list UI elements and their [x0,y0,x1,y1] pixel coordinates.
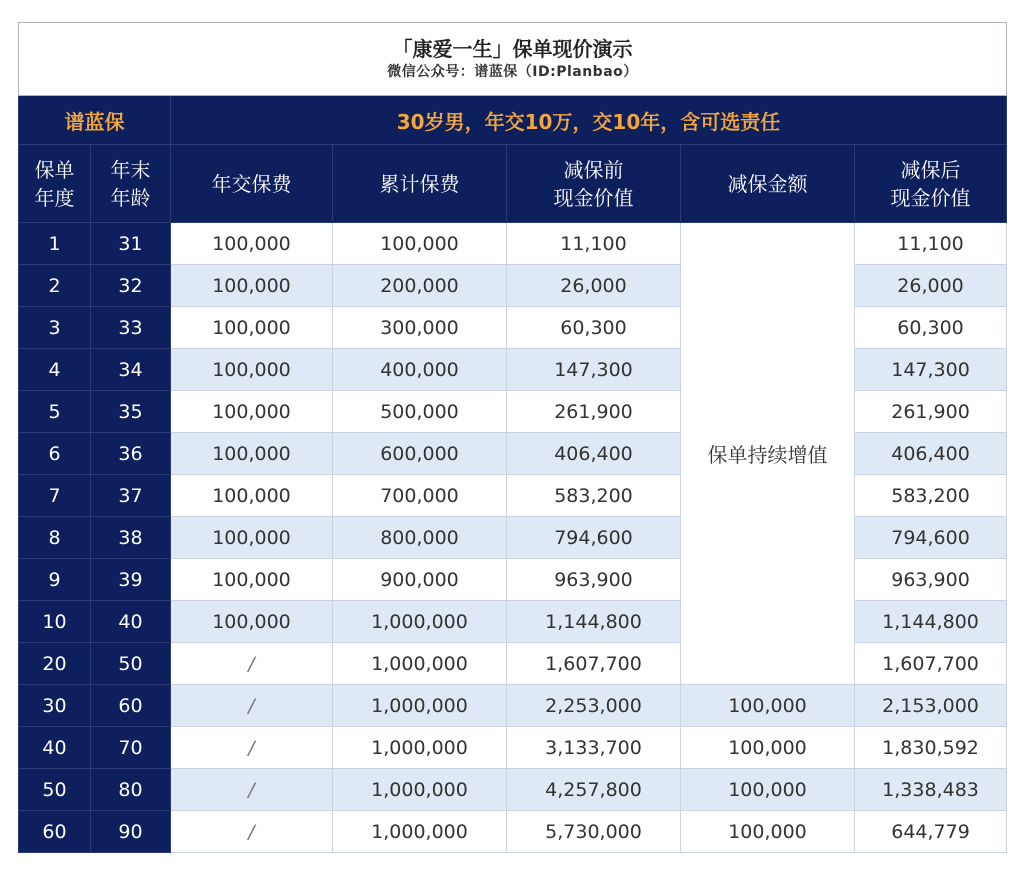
policy-year-cell: 10 [19,601,91,643]
col-header-policy-year [19,145,91,223]
col-header-cash-value-after [855,145,1007,223]
cash-value-after-cell: 261,900 [855,391,1007,433]
cash-value-before-cell: 406,400 [507,433,681,475]
col-header-age [91,145,171,223]
table-row [19,517,1007,559]
col-header-cash-value-before-text: 减保前 现金价值 [553,157,634,210]
cumulative-premium-cell: 1,000,000 [333,811,507,853]
policy-year-cell: 5 [19,391,91,433]
scenario-banner: 30岁男，年交10万，交10年，含可选责任 [171,96,1007,145]
table-row [19,223,1007,265]
cash-value-after-cell: 60,300 [855,307,1007,349]
age-cell: 40 [91,601,171,643]
policy-year-cell: 60 [19,811,91,853]
cash-value-before-cell: 261,900 [507,391,681,433]
col-header-cumulative-premium: 累计保费 [333,145,507,223]
cumulative-premium-cell: 200,000 [333,265,507,307]
age-cell: 39 [91,559,171,601]
merged-note-cell: 保单持续增值 [681,223,855,685]
cash-value-before-cell: 60,300 [507,307,681,349]
annual-premium-cell: 100,000 [171,349,333,391]
cash-value-after-cell: 583,200 [855,475,1007,517]
cash-value-after-cell: 1,830,592 [855,727,1007,769]
table-body [19,223,1007,853]
cash-value-after-cell: 1,607,700 [855,643,1007,685]
age-cell: 36 [91,433,171,475]
annual-premium-cell: 100,000 [171,223,333,265]
annual-premium-cell: 100,000 [171,559,333,601]
cumulative-premium-cell: 600,000 [333,433,507,475]
policy-year-cell: 2 [19,265,91,307]
table-row [19,265,1007,307]
reduction-amount-cell: 100,000 [681,727,855,769]
table-row [19,811,1007,853]
age-cell: 60 [91,685,171,727]
annual-premium-cell: / [171,685,333,727]
cash-value-before-cell: 794,600 [507,517,681,559]
cumulative-premium-cell: 800,000 [333,517,507,559]
policy-year-cell: 4 [19,349,91,391]
age-cell: 33 [91,307,171,349]
cumulative-premium-cell: 1,000,000 [333,727,507,769]
table-row [19,391,1007,433]
table-row [19,307,1007,349]
cumulative-premium-cell: 1,000,000 [333,769,507,811]
table-title: 「康爱一生」保单现价演示 [392,37,633,61]
table-row [19,769,1007,811]
cash-value-after-cell: 1,144,800 [855,601,1007,643]
cash-value-before-cell: 26,000 [507,265,681,307]
cash-value-before-cell: 3,133,700 [507,727,681,769]
cumulative-premium-cell: 100,000 [333,223,507,265]
age-cell: 50 [91,643,171,685]
table-row [19,643,1007,685]
cash-value-after-cell: 147,300 [855,349,1007,391]
cash-value-after-cell: 794,600 [855,517,1007,559]
cash-value-after-cell: 2,153,000 [855,685,1007,727]
policy-year-cell: 7 [19,475,91,517]
age-cell: 38 [91,517,171,559]
cash-value-after-cell: 406,400 [855,433,1007,475]
cash-value-before-cell: 5,730,000 [507,811,681,853]
brand-label: 谱蓝保 [19,96,171,145]
age-cell: 35 [91,391,171,433]
cash-value-before-cell: 1,144,800 [507,601,681,643]
cash-value-before-cell: 1,607,700 [507,643,681,685]
cash-value-table-container [18,22,1006,853]
cumulative-premium-cell: 300,000 [333,307,507,349]
cash-value-before-cell: 963,900 [507,559,681,601]
policy-year-cell: 50 [19,769,91,811]
cumulative-premium-cell: 500,000 [333,391,507,433]
cash-value-before-cell: 583,200 [507,475,681,517]
table-row [19,433,1007,475]
cash-value-after-cell: 11,100 [855,223,1007,265]
reduction-amount-cell: 100,000 [681,811,855,853]
cumulative-premium-cell: 700,000 [333,475,507,517]
col-header-reduction-amount: 减保金额 [681,145,855,223]
cash-value-after-cell: 26,000 [855,265,1007,307]
policy-year-cell: 1 [19,223,91,265]
cumulative-premium-cell: 1,000,000 [333,601,507,643]
table-row [19,685,1007,727]
policy-year-cell: 9 [19,559,91,601]
reduction-amount-cell: 100,000 [681,769,855,811]
cumulative-premium-cell: 1,000,000 [333,685,507,727]
table-row [19,475,1007,517]
age-cell: 80 [91,769,171,811]
table-subtitle: 微信公众号：谱蓝保（ID:Planbao） [387,64,638,80]
annual-premium-cell: / [171,811,333,853]
table-row [19,601,1007,643]
col-header-annual-premium: 年交保费 [171,145,333,223]
cash-value-before-cell: 4,257,800 [507,769,681,811]
reduction-amount-cell: 100,000 [681,685,855,727]
annual-premium-cell: 100,000 [171,265,333,307]
annual-premium-cell: 100,000 [171,307,333,349]
cash-value-before-cell: 2,253,000 [507,685,681,727]
table-row [19,559,1007,601]
annual-premium-cell: / [171,643,333,685]
annual-premium-cell: 100,000 [171,517,333,559]
age-cell: 34 [91,349,171,391]
age-cell: 90 [91,811,171,853]
annual-premium-cell: / [171,769,333,811]
policy-year-cell: 20 [19,643,91,685]
cash-value-after-cell: 644,779 [855,811,1007,853]
cumulative-premium-cell: 400,000 [333,349,507,391]
cash-value-before-cell: 11,100 [507,223,681,265]
cash-value-after-cell: 1,338,483 [855,769,1007,811]
annual-premium-cell: / [171,727,333,769]
policy-year-cell: 6 [19,433,91,475]
policy-year-cell: 30 [19,685,91,727]
col-header-cash-value-after-text: 减保后 现金价值 [890,157,971,210]
age-cell: 37 [91,475,171,517]
col-header-cash-value-before [507,145,681,223]
policy-year-cell: 8 [19,517,91,559]
age-cell: 70 [91,727,171,769]
cash-value-table [18,22,1007,853]
age-cell: 32 [91,265,171,307]
cumulative-premium-cell: 1,000,000 [333,643,507,685]
table-title-block [19,23,1007,96]
cumulative-premium-cell: 900,000 [333,559,507,601]
annual-premium-cell: 100,000 [171,601,333,643]
annual-premium-cell: 100,000 [171,475,333,517]
policy-year-cell: 40 [19,727,91,769]
table-row [19,727,1007,769]
cash-value-after-cell: 963,900 [855,559,1007,601]
col-header-policy-year-text: 保单 年度 [34,157,75,210]
annual-premium-cell: 100,000 [171,391,333,433]
col-header-age-text: 年末 年龄 [110,157,151,210]
policy-year-cell: 3 [19,307,91,349]
table-row [19,349,1007,391]
annual-premium-cell: 100,000 [171,433,333,475]
cash-value-before-cell: 147,300 [507,349,681,391]
age-cell: 31 [91,223,171,265]
